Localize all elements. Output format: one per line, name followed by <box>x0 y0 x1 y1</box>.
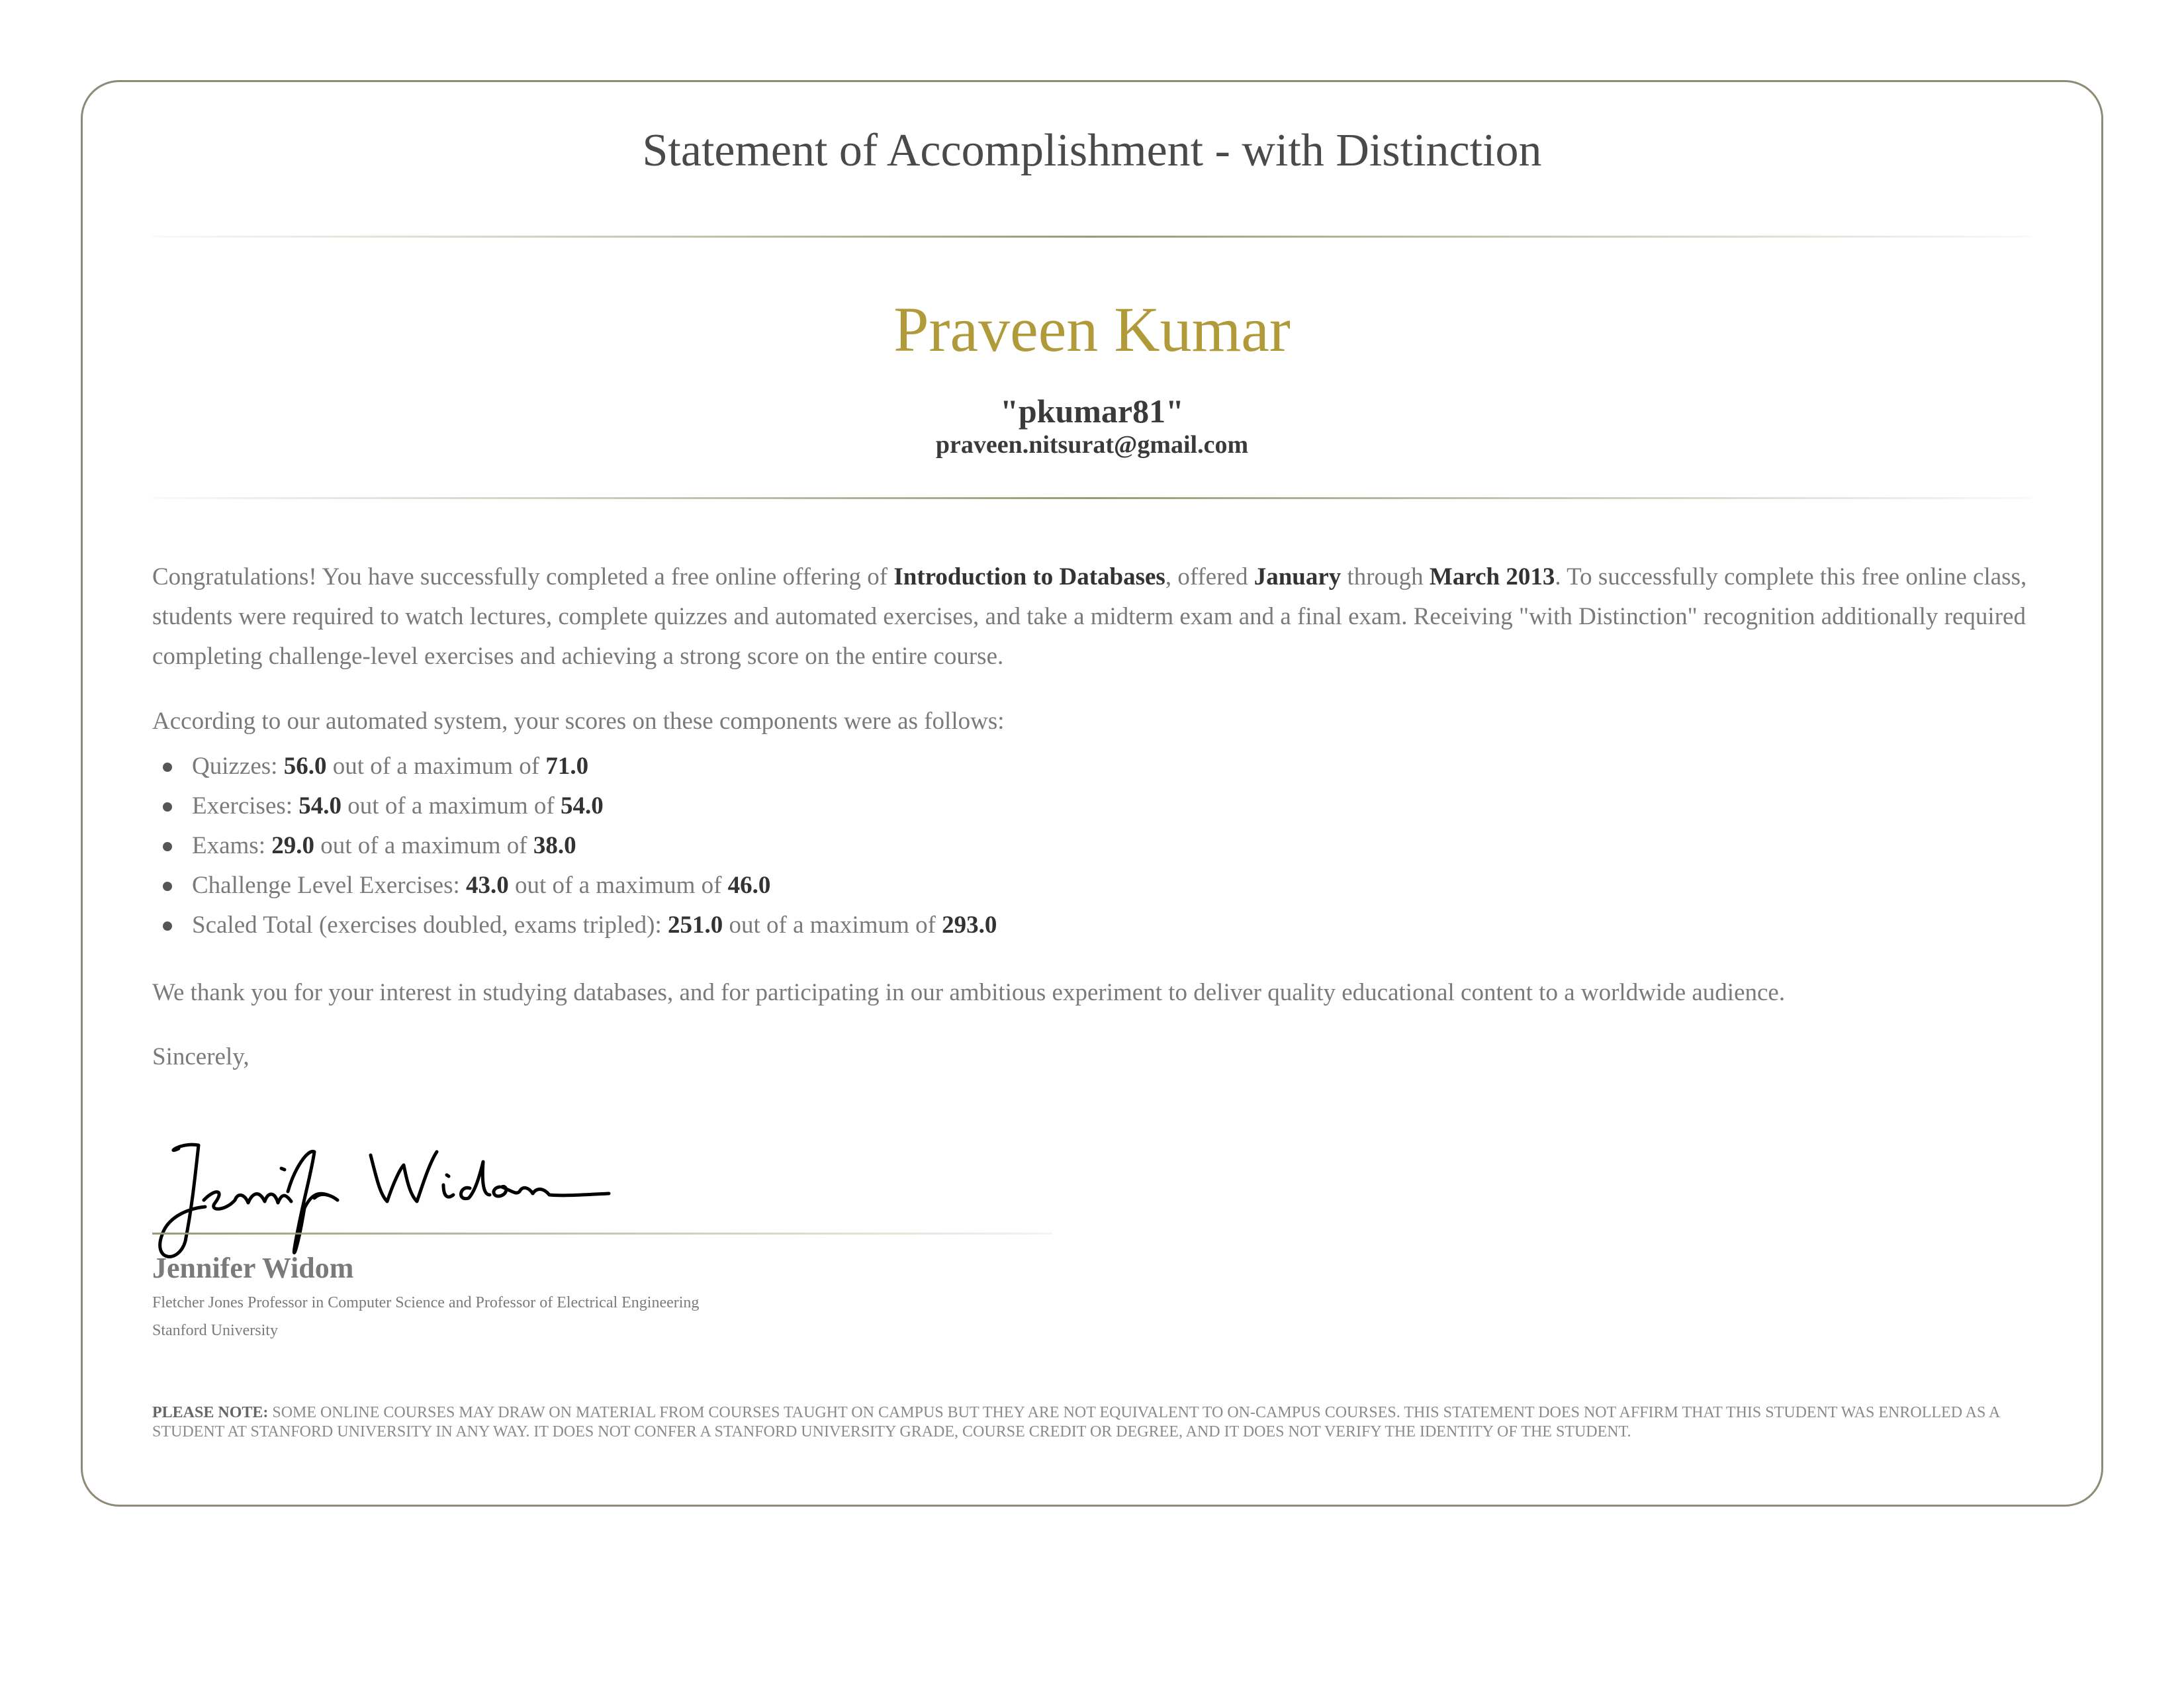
score-value: 29.0 <box>271 832 314 859</box>
score-max: 38.0 <box>533 832 576 859</box>
certificate-title: Statement of Accomplishment - with Distinction <box>642 125 1542 176</box>
signature-image <box>152 1129 615 1268</box>
thanks-paragraph: We thank you for your interest in studying databases, and for participating in our ambitious experiment to deliver quality educational content to a worldwide audience. <box>152 979 1786 1006</box>
signer-organization: Stanford University <box>152 1322 278 1339</box>
recipient-name: Praveen Kumar <box>893 294 1291 365</box>
score-max: 54.0 <box>560 792 604 820</box>
title-divider <box>152 236 2032 238</box>
signature-line <box>152 1233 1052 1235</box>
recipient-divider <box>152 497 2032 499</box>
bullet-icon <box>163 882 172 891</box>
signer-title: Fletcher Jones Professor in Computer Science and Professor of Electrical Engineering <box>152 1294 700 1311</box>
score-item-scaled-total: Scaled Total (exercises doubled, exams tripled): 251.0 out of a maximum of 293.0 <box>152 906 2005 945</box>
scores-list <box>152 747 2005 945</box>
intro-paragraph: Congratulations! You have successfully completed a free online offering of Introduction to Databases, offered January through March 2013. To successfully complete this free online class, students were required to watch lectures, complete quizzes and automated exercises, and take a midterm exam and a final exam. Receiving "with Distinction" recognition additionally required completing challenge-level exercises and achieving a strong score on the entire course. <box>152 563 2027 670</box>
signer-name: Jennifer Widom <box>152 1252 354 1284</box>
score-item-exams: Exams: 29.0 out of a maximum of 38.0 <box>152 826 2005 866</box>
course-name: Introduction to Databases <box>893 563 1165 590</box>
score-item-quizzes: Quizzes: 56.0 out of a maximum of 71.0 <box>152 747 2005 786</box>
note-label: PLEASE NOTE: <box>152 1404 269 1421</box>
score-item-exercises: Exercises: 54.0 out of a maximum of 54.0 <box>152 786 2005 826</box>
recipient-email: praveen.nitsurat@gmail.com <box>935 431 1249 459</box>
course-end: March 2013 <box>1429 563 1555 590</box>
note-text: SOME ONLINE COURSES MAY DRAW ON MATERIAL FROM COURSES TAUGHT ON CAMPUS BUT THEY ARE NOT EQUIVALENT TO ON-CAMPUS COURSES. THIS STATEMENT DOES NOT AFFIRM THAT THIS STUDENT WAS ENROLLED AS A STUDENT AT STANFORD UNIVERSITY IN ANY WAY. IT DOES NOT CONFER A STANFORD UNIVERSITY GRADE, COURSE CREDIT OR DEGREE, AND IT DOES NOT VERIFY THE IDENTITY OF THE STUDENT. <box>152 1404 2000 1440</box>
score-value: 56.0 <box>283 753 327 780</box>
score-value: 251.0 <box>668 912 723 939</box>
disclaimer-note <box>152 1403 2038 1442</box>
score-value: 43.0 <box>466 872 509 899</box>
closing: Sincerely, <box>152 1043 250 1070</box>
score-max: 71.0 <box>545 753 589 780</box>
score-max: 293.0 <box>942 912 997 939</box>
recipient-username: "pkumar81" <box>1000 393 1184 430</box>
score-item-challenge: Challenge Level Exercises: 43.0 out of a maximum of 46.0 <box>152 866 2005 906</box>
course-start: January <box>1253 563 1342 590</box>
bullet-icon <box>163 763 172 772</box>
score-max: 46.0 <box>727 872 771 899</box>
bullet-icon <box>163 921 172 931</box>
bullet-icon <box>163 842 172 851</box>
bullet-icon <box>163 802 172 812</box>
score-value: 54.0 <box>298 792 342 820</box>
scores-intro: According to our automated system, your scores on these components were as follows: <box>152 708 1005 735</box>
